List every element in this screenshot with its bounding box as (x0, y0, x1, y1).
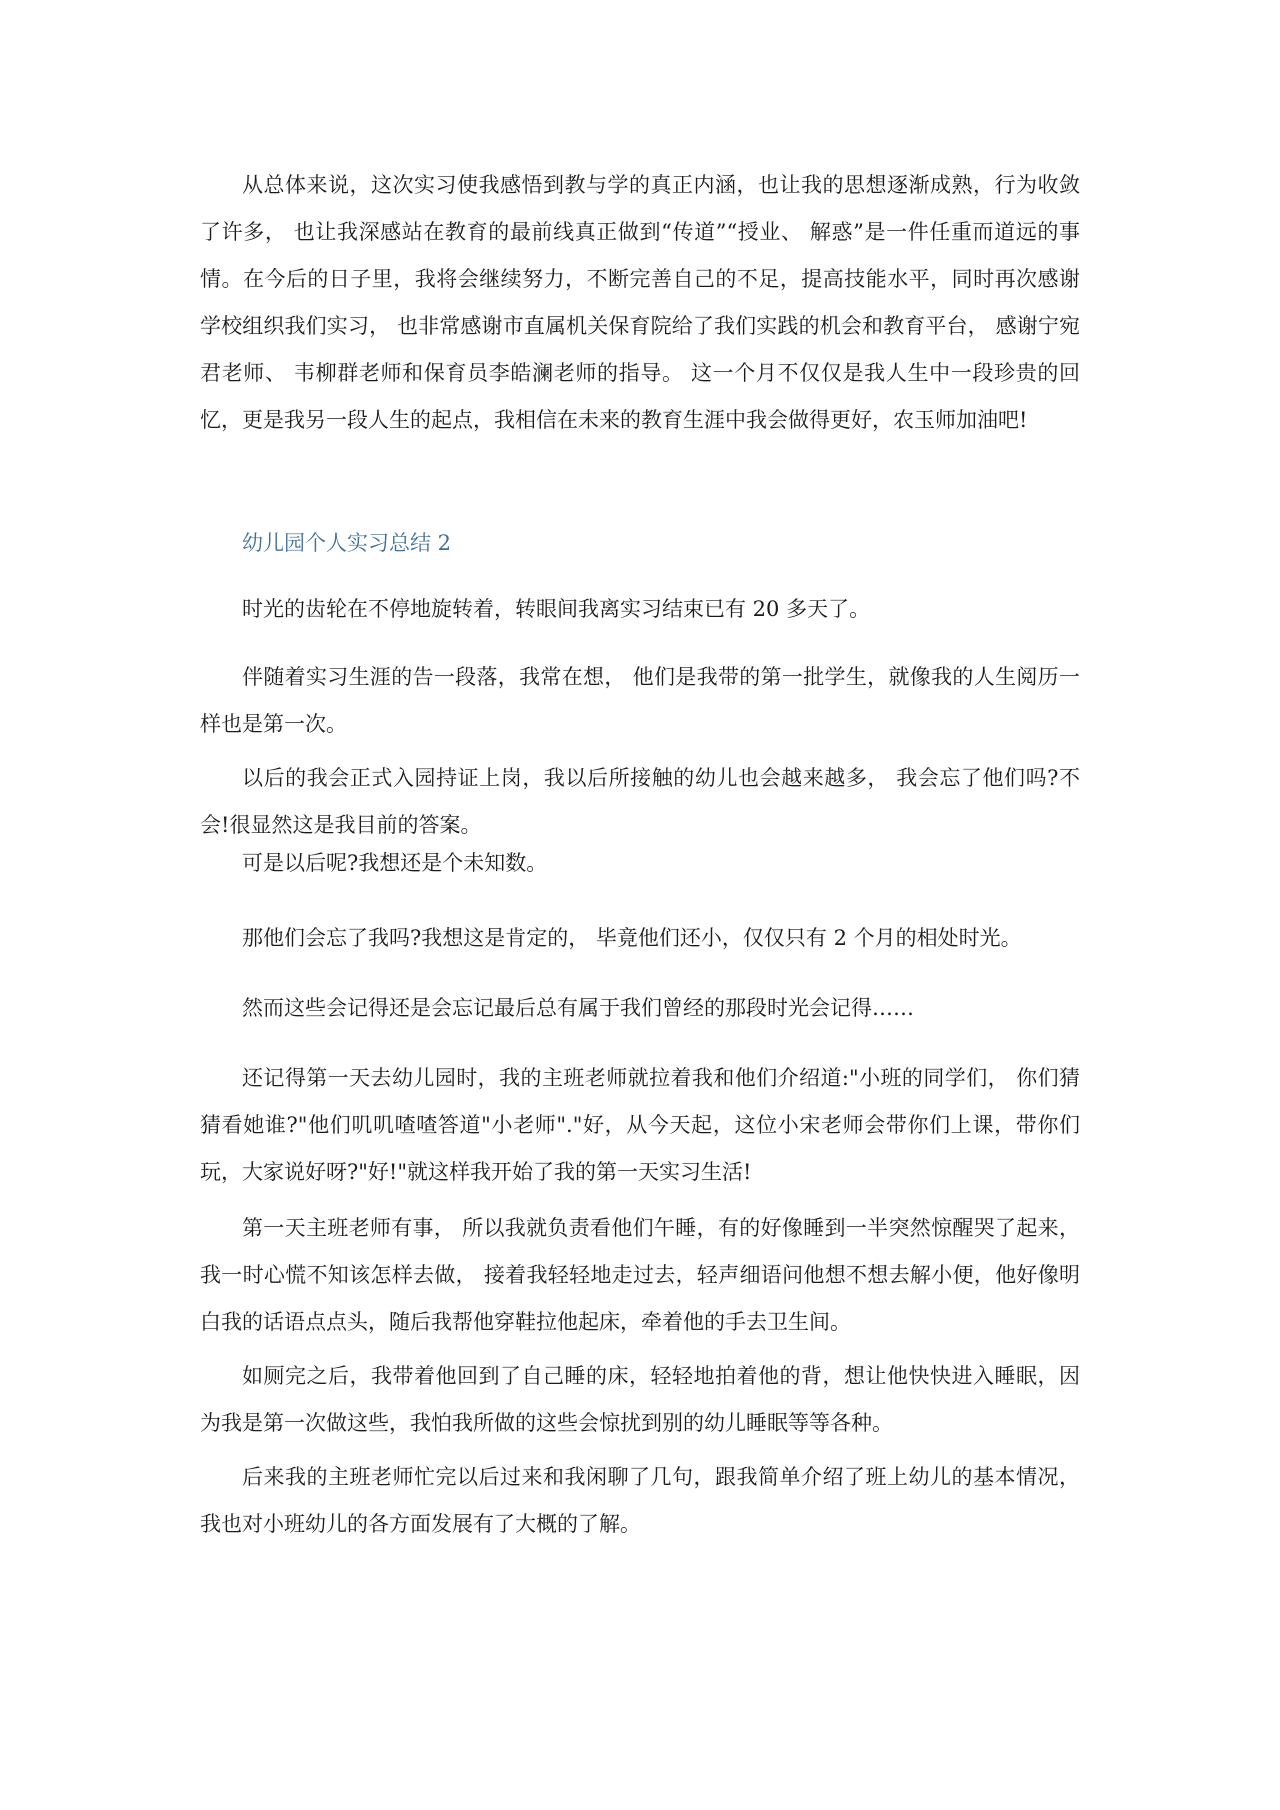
body-paragraph-1: 时光的齿轮在不停地旋转着，转眼间我离实习结束已有 20 多天了。 (242, 597, 871, 621)
body-paragraph-8: 第一天主班老师有事， 所以我就负责看他们午睡，有的好像睡到一半突然惊醒哭了起来，我一时心慌不知该怎样去做， 接着我轻轻地走过去，轻声细语问他想不想去解小便，他好像明白我的话语点点头，随后我帮他穿鞋拉他起床，牵着他的手去卫生间。 (200, 1216, 1080, 1334)
summary-conclusion-paragraph: 从总体来说，这次实习使我感悟到教与学的真正内涵，也让我的思想逐渐成熟，行为收敛了许多， 也让我深感站在教育的最前线真正做到“传道”“授业、 解惑”是一件任重而道远的事情。在今后的日子里，我将会继续努力，不断完善自己的不足，提高技能水平，同时再次感谢学校组织我们实习， 也非常感谢市直属机关保育院给了我们实践的机会和教育平台， 感谢宁宛君老师、 韦柳群老师和保育员李皓澜老师的指导。 这一个月不仅仅是我人生中一段珍贵的回忆，更是我另一段人生的起点，我相信在未来的教育生涯中我会做得更好，农玉师加油吧! (200, 173, 1080, 432)
body-paragraph-3: 以后的我会正式入园持证上岗，我以后所接触的幼儿也会越来越多， 我会忘了他们吗?不会!很显然这是我目前的答案。 (200, 766, 1080, 837)
body-paragraph-9: 如厕完之后，我带着他回到了自己睡的床，轻轻地拍着他的背，想让他快快进入睡眠，因为我是第一次做这些，我怕我所做的这些会惊扰到别的幼儿睡眠等等各种。 (200, 1364, 1080, 1435)
section-heading: 幼儿园个人实习总结 2 (242, 531, 452, 555)
body-paragraph-2: 伴随着实习生涯的告一段落，我常在想， 他们是我带的第一批学生，就像我的人生阅历一样也是第一次。 (200, 665, 1080, 736)
body-paragraph-5: 那他们会忘了我吗?我想这是肯定的， 毕竟他们还小，仅仅只有 2 个月的相处时光。 (242, 926, 1022, 950)
body-paragraph-6: 然而这些会记得还是会忘记最后总有属于我们曾经的那段时光会记得…… (242, 996, 914, 1020)
body-paragraph-4: 可是以后呢?我想还是个未知数。 (242, 851, 548, 875)
body-paragraph-7: 还记得第一天去幼儿园时，我的主班老师就拉着我和他们介绍道:"小班的同学们， 你们猜猜看她谁?"他们叽叽喳喳答道"小老师"."好，从今天起，这位小宋老师会带你们上课，带你们玩，大家说好呀?"好!"就这样我开始了我的第一天实习生活! (200, 1066, 1080, 1184)
body-paragraph-10: 后来我的主班老师忙完以后过来和我闲聊了几句，跟我简单介绍了班上幼儿的基本情况，我也对小班幼儿的各方面发展有了大概的了解。 (200, 1465, 1080, 1536)
